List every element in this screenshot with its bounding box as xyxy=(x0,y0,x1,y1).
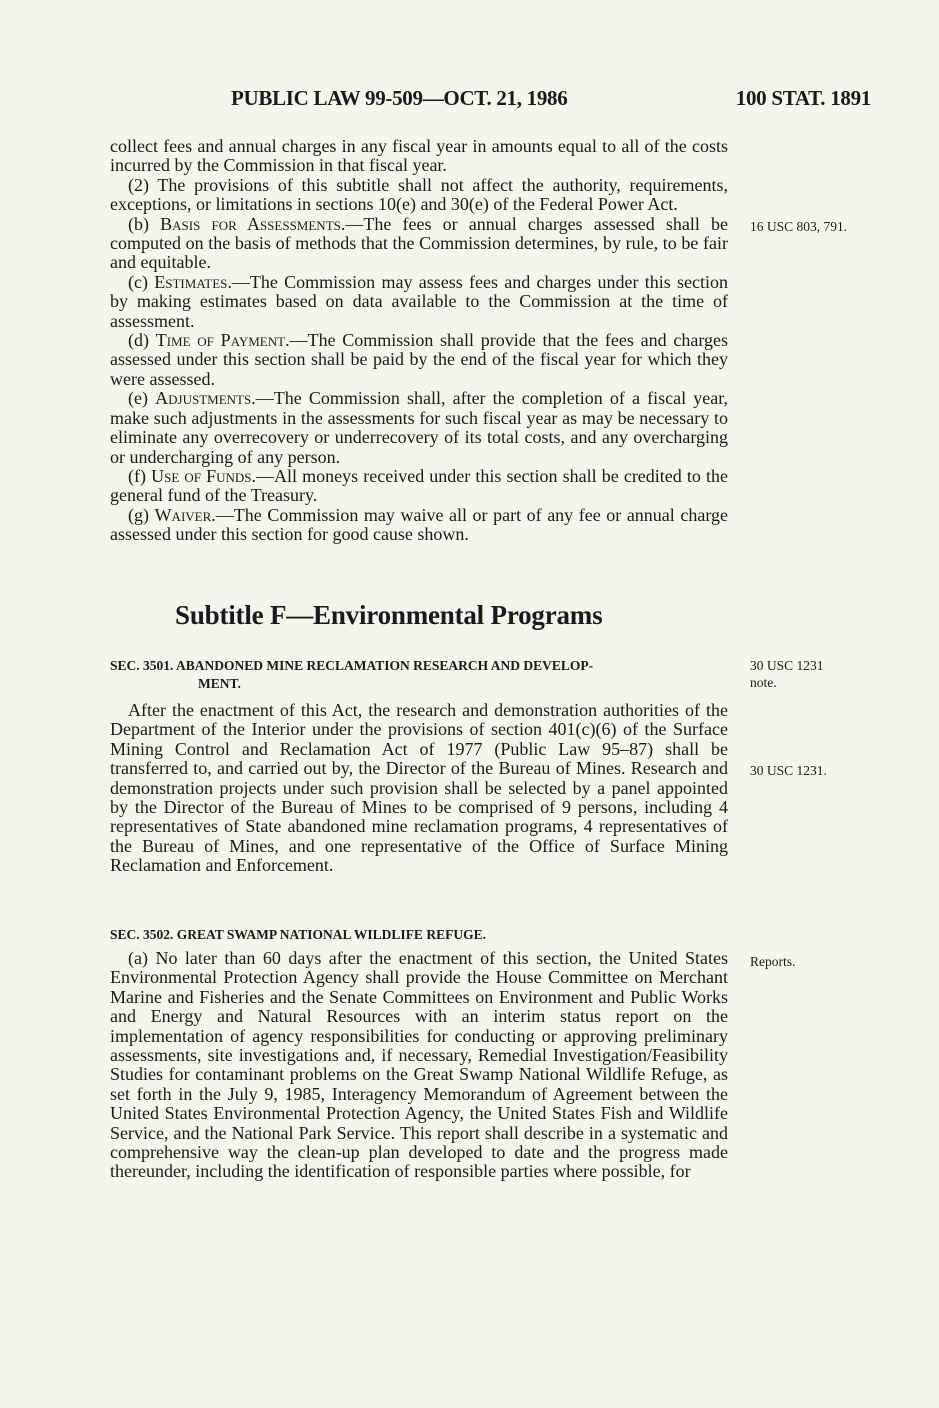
margin-note-note-line2: note. xyxy=(750,675,777,690)
para-d-heading: Time of Payment. xyxy=(155,330,290,351)
sec-3501-body xyxy=(110,701,728,876)
top-section xyxy=(110,137,728,545)
para-e-heading: Adjustments. xyxy=(155,388,256,409)
para-e-text: —The Commission shall, after the completion of a fiscal year, make such adjustments in the assessments for such fiscal year as may be necessary to eliminate any overrecovery or underrecovery of its total costs, and any overcharging or undercharging of any person. xyxy=(110,388,729,467)
sec-3502-text: (a) No later than 60 days after the enactment of this section, the United States Environmental Protection Agency shall provide the House Committee on Merchant Marine and Fisheries and the Senate Committees on Environment and Public Works and Energy and Natural Resources with an interim status report on the implementation of agency responsibilities for conducting or approving preliminary assessments, site investigations and, if necessary, Remedial Investigation/Feasibility Studies for contaminant problems on the Great Swamp National Wildlife Refuge, as set forth in the July 9, 1985, Interagency Memorandum of Agreement between the United States Environmental Protection Agency, the United States Fish and Wildlife Service, and the National Park Service. This report shall describe in a systematic and comprehensive way the clean-up plan developed to date and the progress made thereunder, including the identification of responsible parties where possible, for xyxy=(110,948,728,1182)
para-f xyxy=(110,467,728,506)
para-b-num: (b) xyxy=(128,213,149,234)
sec-3501-heading-line2: MENT. xyxy=(198,676,241,691)
margin-note-30-usc-1231-line1: 30 USC 1231 xyxy=(750,658,824,673)
margin-note-16-usc-803: 16 USC 803, 791. xyxy=(750,219,848,234)
para-g xyxy=(110,506,728,545)
para-e-num: (e) xyxy=(128,388,148,409)
para-g-heading: Waiver. xyxy=(154,504,216,525)
para-d-text: —The Commission shall provide that the fees and charges assessed under this section shall be paid by the end of the fiscal year for which they were assessed. xyxy=(110,330,729,389)
para-f-heading: Use of Funds. xyxy=(151,465,257,486)
para-g-text: —The Commission may waive all or part of any fee or annual charge assessed under this section for good cause shown. xyxy=(110,504,728,545)
para-c xyxy=(110,273,728,331)
para-b-heading: Basis for Assessments. xyxy=(160,213,346,234)
para-c-heading: Estimates. xyxy=(154,271,232,292)
para-b xyxy=(110,215,728,273)
para-f-text: —All moneys received under this section shall be credited to the general fund of the Treasury. xyxy=(110,465,729,506)
para-d-num: (d) xyxy=(128,330,149,351)
sec-3502-body xyxy=(110,949,728,1182)
para-g-num: (g) xyxy=(128,504,149,525)
para-intro: collect fees and annual charges in any fiscal year in amounts equal to all of the costs incurred by the Commission in that fiscal year. xyxy=(110,136,728,176)
sec-3501-heading xyxy=(110,657,728,693)
para-c-text: —The Commission may assess fees and charges under this section by making estimates based on data available to the Commission at the time of assessment. xyxy=(110,271,728,331)
margin-note-reports: Reports. xyxy=(750,954,796,969)
subtitle-heading: Subtitle F—Environmental Programs xyxy=(175,600,603,630)
sec-3501-text: After the enactment of this Act, the research and demonstration authorities of the Department of the Interior under the provisions of section 401(c)(6) of the Surface Mining Control and Reclamation Act of 1977 (Public Law 95–87) shall be transferred to, and carried out by, the Director of the Bureau of Mines. Research and demonstration projects under such provision shall be selected by a panel appointed by the Director of the Bureau of Mines to be comprised of 9 persons, including 4 representatives of State abandoned mine reclamation programs, 4 representatives of the Bureau of Mines, and one representative of the Office of Surface Mining Reclamation and Enforcement. xyxy=(110,700,728,876)
header-law-title: PUBLIC LAW 99-509—OCT. 21, 1986 xyxy=(231,86,568,110)
header-stat-page: 100 STAT. 1891 xyxy=(735,86,871,110)
para-c-num: (c) xyxy=(128,271,148,292)
para-b-text: —The fees or annual charges assessed shall be computed on the basis of methods that the Commission determines, by rule, to be fair and equitable. xyxy=(110,213,728,273)
margin-note-30-usc-1231-note xyxy=(750,657,900,691)
page-header xyxy=(231,86,871,118)
sec-3502-heading: SEC. 3502. GREAT SWAMP NATIONAL WILDLIFE REFUGE. xyxy=(110,927,486,942)
sec-3501-heading-line1: SEC. 3501. ABANDONED MINE RECLAMATION RESEARCH AND DEVELOP- xyxy=(110,658,594,673)
para-e xyxy=(110,389,728,467)
margin-note-30-usc-1231: 30 USC 1231. xyxy=(750,763,827,778)
para-2: (2) The provisions of this subtitle shall not affect the authority, requirements, exceptions, or limitations in sections 10(e) and 30(e) of the Federal Power Act. xyxy=(110,174,728,215)
para-f-num: (f) xyxy=(128,465,146,486)
para-d xyxy=(110,331,728,389)
